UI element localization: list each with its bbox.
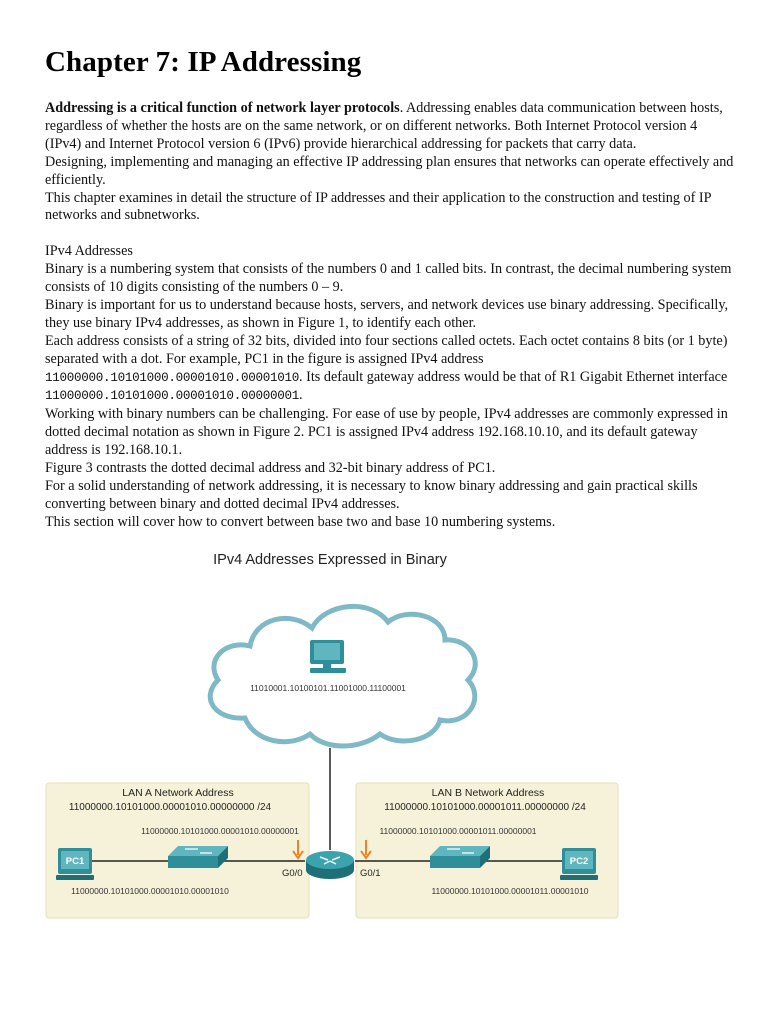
- section-paragraph-2: Binary is important for us to understand because hosts, servers, and network devices use binary addressing. Specifically, they use binary IPv4 addresses, as shown in Figure 1, to identify each other.: [45, 296, 729, 331]
- p3-text-c: .: [299, 387, 303, 404]
- intro-lead-rest: . Addressing enables data communication between hosts, regardless of whether the hosts are on the same network, or on different networks. Both Internet Protocol version 4 (IPv4) and Internet Protocol version 6 (IPv6) provide hierarchical addressing for packets that carry data.: [45, 100, 723, 152]
- pc1-binary-address: 11000000.10101000.00001010.00001010: [45, 370, 300, 385]
- p4-text-c: .: [178, 442, 183, 459]
- internet-cloud: [210, 606, 475, 746]
- section-paragraph-5: Figure 3 contrasts the dotted decimal address and 32-bit binary address of PC1.: [45, 460, 496, 477]
- pc2-address: 11000000.10101000.00001011.00001010: [431, 886, 589, 896]
- gateway-binary-address: 11000000.10101000.00001010.00000001: [45, 389, 300, 404]
- lan-b-heading: LAN B Network Address: [431, 787, 545, 799]
- switch-b-icon: [430, 846, 490, 868]
- intro-lead-bold: Addressing is a critical function of network layer protocols: [45, 100, 400, 116]
- switch-a-icon: [168, 846, 228, 868]
- pc1-label: PC1: [65, 856, 85, 867]
- p3-text-b: . Its default gateway address would be that of R1 Gigabit Ethernet interface: [299, 368, 728, 385]
- network-diagram: [40, 548, 630, 928]
- router-icon: [306, 851, 354, 879]
- chapter-title: Chapter 7: IP Addressing: [45, 46, 362, 78]
- body-text: [45, 100, 735, 532]
- figure-title: IPv4 Addresses Expressed in Binary: [213, 552, 447, 568]
- pc2-label: PC2: [569, 856, 589, 867]
- section-paragraph-7: This section will cover how to convert between base two and base 10 numbering systems.: [45, 513, 556, 530]
- cloud-pc-icon: [310, 640, 346, 673]
- lan-a-heading: LAN A Network Address: [122, 787, 234, 799]
- intro-paragraph: [45, 100, 735, 154]
- p4-text-a: Working with binary numbers can be challenging. For ease of use by people, IPv4 addresses are commonly expressed in dotted decimal notation as shown in Figure 2. PC1 is assigned IPv4 address: [45, 406, 728, 441]
- section-paragraph-4: [45, 406, 735, 460]
- pc1-address: 11000000.10101000.00001010.00001010: [71, 886, 229, 896]
- pc1-decimal-address: 192.168.10.10: [477, 424, 560, 441]
- p4-text-b: , and its default gateway address is: [45, 424, 698, 459]
- p3-text-a: Each address consists of a string of 32 bits, divided into four sections called octets. Each octet contains 8 bits (or 1 byte) separated with a dot. For example, PC1 in the figure is assigned IPv4 address: [45, 332, 728, 367]
- lan-b-gateway-address: 11000000.10101000.00001011.00000001: [379, 826, 537, 836]
- port-g0-0: G0/0: [282, 868, 303, 879]
- network-figure: [40, 548, 630, 928]
- lan-b-network-address: 11000000.10101000.00001011.00000000 /24: [384, 802, 586, 813]
- section-heading: IPv4 Addresses: [45, 243, 133, 260]
- section-paragraph-1: Binary is a numbering system that consists of the numbers 0 and 1 called bits. In contrast, the decimal numbering system consists of 10 digits consisting of the numbers 0 – 9.: [45, 261, 732, 296]
- port-g0-1: G0/1: [360, 868, 381, 879]
- intro-paragraph-2: Designing, implementing and managing an effective IP addressing plan ensures that networks can operate effectively and efficiently.: [45, 153, 734, 188]
- lan-a-gateway-address: 11000000.10101000.00001010.00000001: [141, 826, 299, 836]
- section-paragraph-6: For a solid understanding of network addressing, it is necessary to know binary addressing and gain practical skills converting between binary and dotted decimal IPv4 addresses.: [45, 478, 698, 512]
- section-paragraph-3: [45, 333, 735, 407]
- gateway-decimal-address: 192.168.10.1: [104, 442, 179, 459]
- lan-a-network-address: 11000000.10101000.00001010.00000000 /24: [68, 802, 272, 813]
- cloud-host-address: 11010001.10100101.11001000.11100001: [250, 683, 406, 693]
- intro-paragraph-3: This chapter examines in detail the structure of IP addresses and their application to the construction and testing of IP networks and subnetworks.: [45, 189, 711, 224]
